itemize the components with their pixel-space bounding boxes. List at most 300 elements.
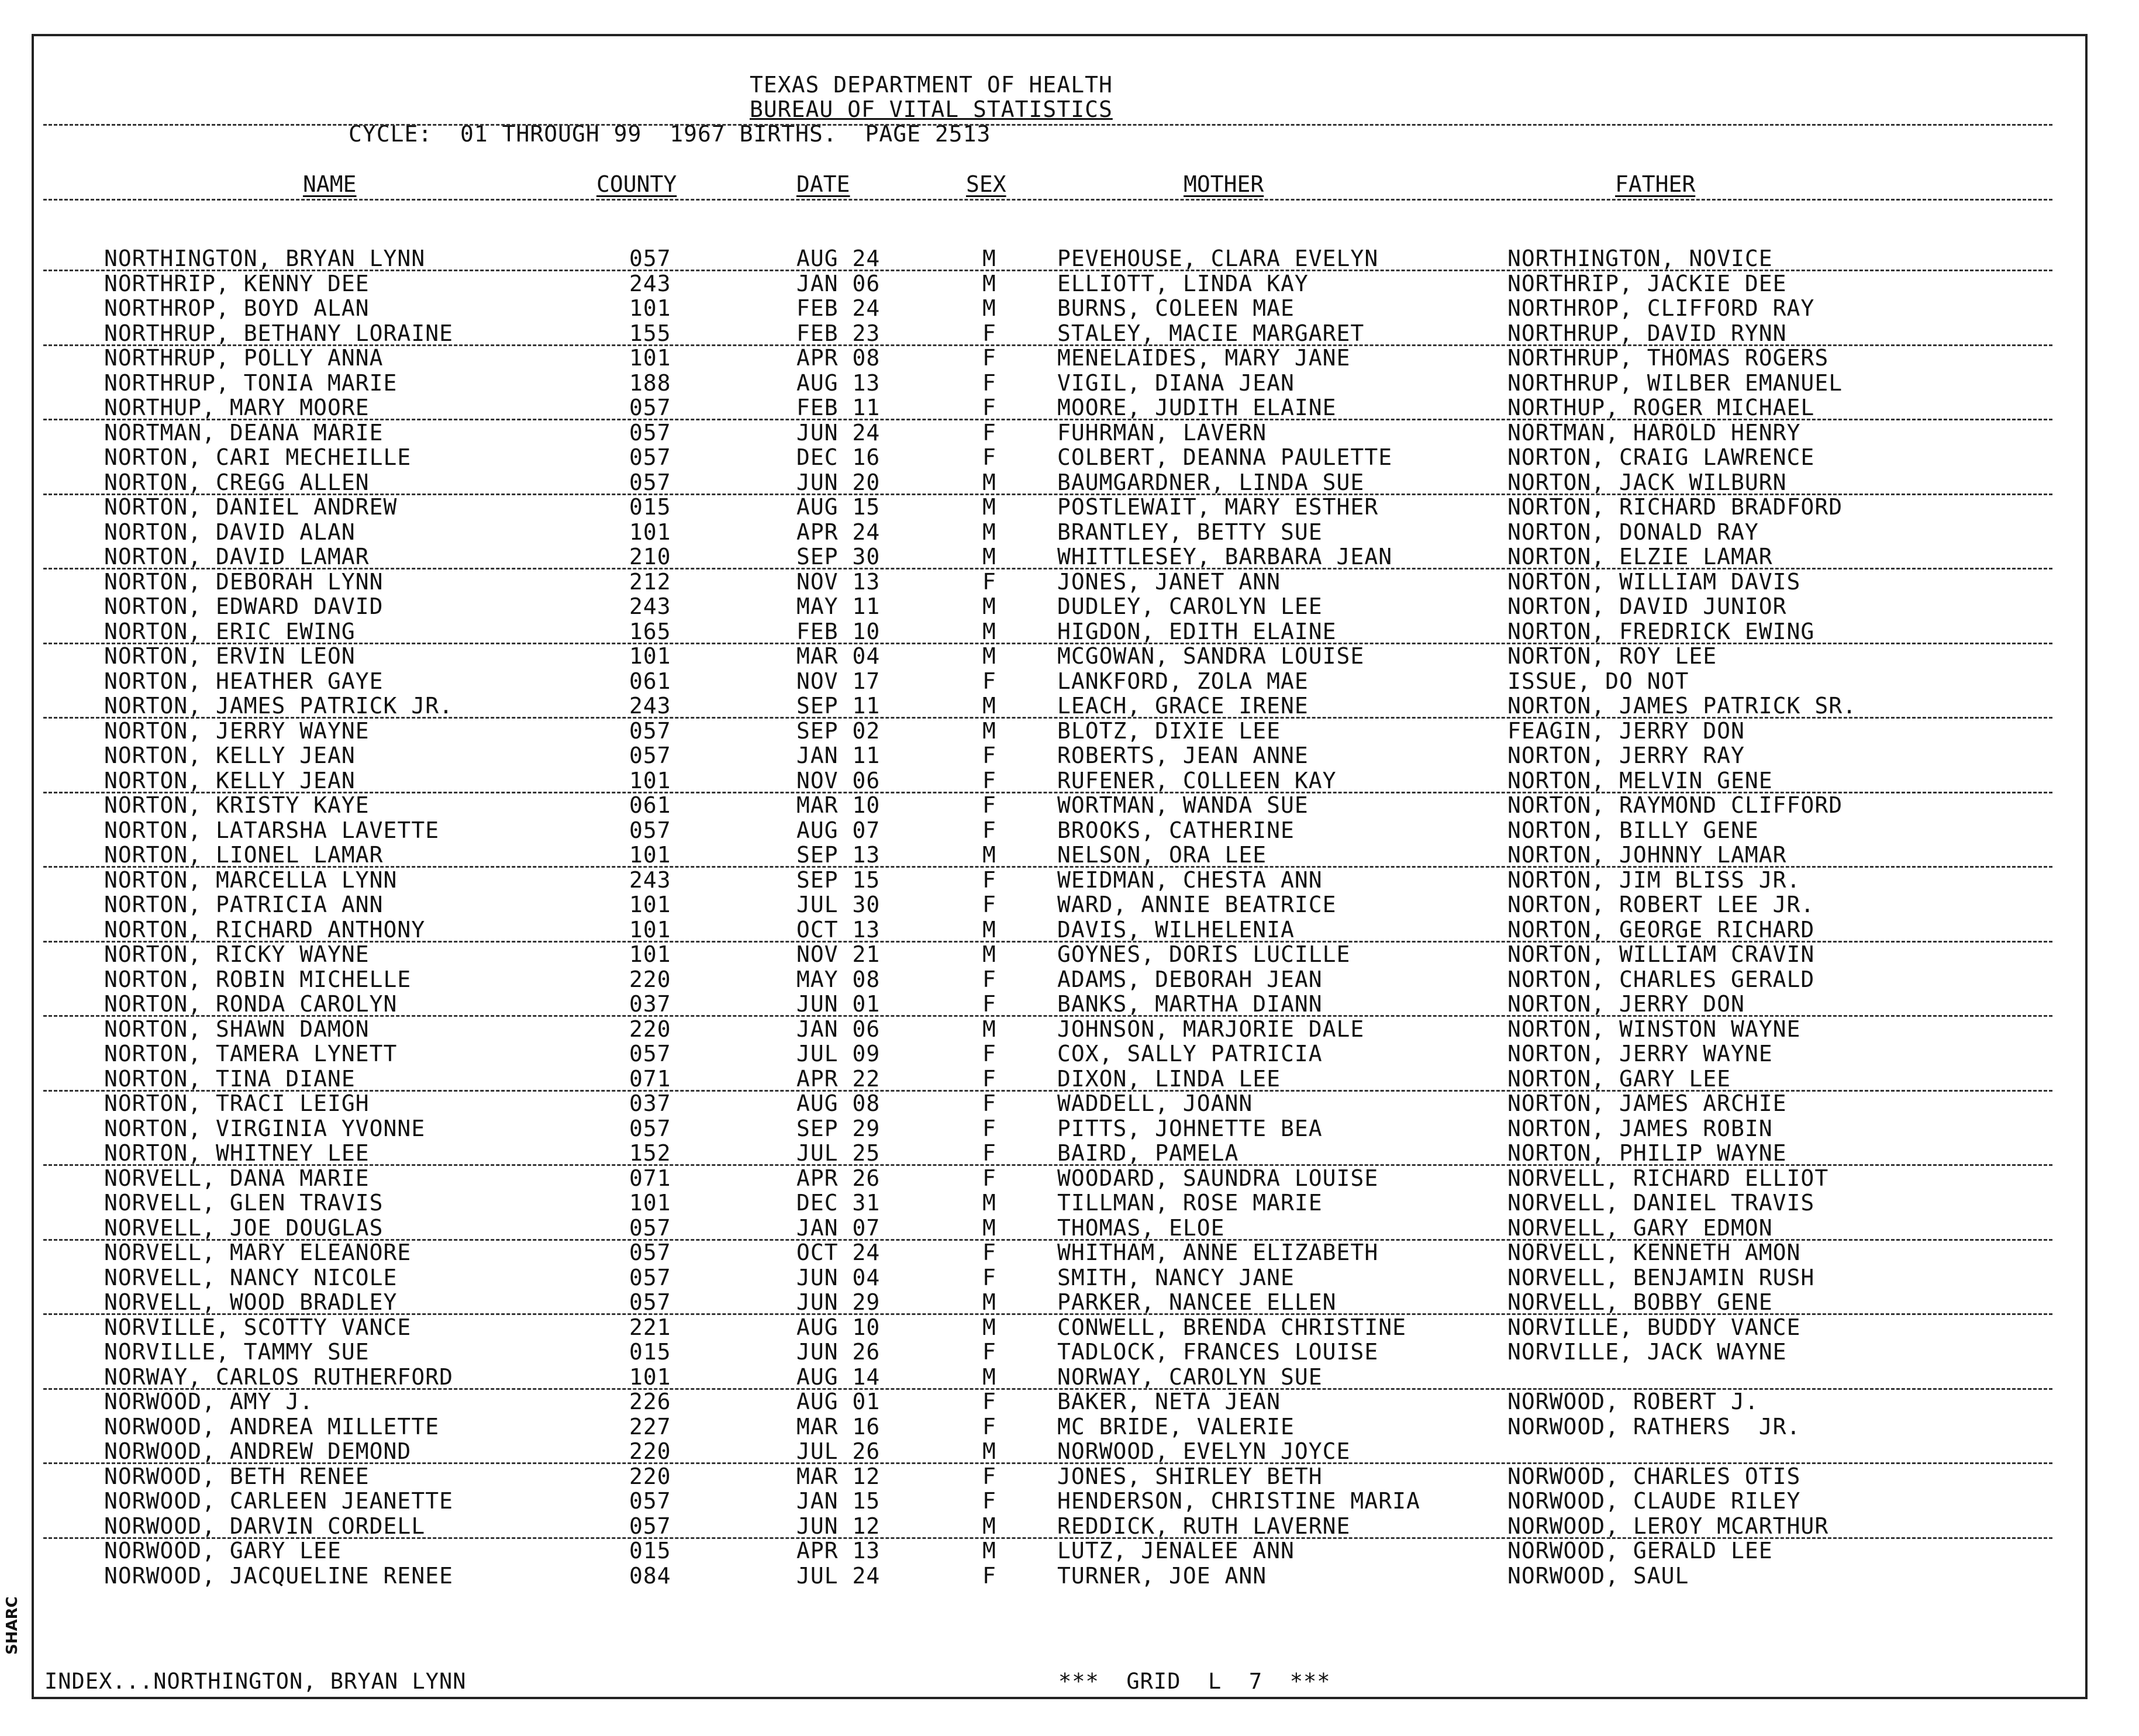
- cell-date: JUN 29: [796, 1289, 881, 1315]
- table-row: [0, 271, 2139, 296]
- table-row: [0, 1067, 2139, 1091]
- table-row: [0, 1216, 2139, 1240]
- table-row: [0, 1315, 2139, 1340]
- table-row: [0, 619, 2139, 644]
- table-row: [0, 1414, 2139, 1439]
- cell-sex: F: [982, 320, 996, 346]
- cell-sex: M: [982, 519, 996, 545]
- cell-father: NORVELL, BOBBY GENE: [1507, 1289, 1773, 1315]
- cell-sex: F: [982, 867, 996, 893]
- cell-sex: M: [982, 295, 996, 321]
- cell-date: AUG 15: [796, 494, 881, 520]
- cell-sex: M: [982, 1190, 996, 1216]
- cell-sex: M: [982, 1314, 996, 1340]
- cell-father: NORTON, WILLIAM CRAVIN: [1507, 941, 1815, 967]
- cell-father: NORTON, JERRY DON: [1507, 991, 1745, 1017]
- cell-mother: LANKFORD, ZOLA MAE: [1057, 668, 1309, 694]
- cell-county: 101: [629, 643, 671, 669]
- cell-date: JUN 26: [796, 1339, 881, 1365]
- cell-date: JAN 06: [796, 270, 881, 296]
- cell-date: JUL 26: [796, 1438, 881, 1464]
- cell-father: NORTON, WINSTON WAYNE: [1507, 1016, 1801, 1042]
- cell-father: NORTON, JAMES ROBIN: [1507, 1115, 1773, 1141]
- cell-sex: F: [982, 1165, 996, 1191]
- cell-father: NORTON, FREDRICK EWING: [1507, 618, 1815, 644]
- column-header-county: COUNTY: [596, 171, 677, 197]
- cell-county: 101: [629, 1364, 671, 1390]
- cell-sex: F: [982, 1065, 996, 1092]
- cell-date: MAY 08: [796, 966, 881, 992]
- cell-date: SEP 11: [796, 693, 881, 719]
- table-row: [0, 1116, 2139, 1141]
- cell-mother: LUTZ, JENALEE ANN: [1057, 1538, 1295, 1564]
- cell-date: SEP 30: [796, 544, 881, 570]
- cell-father: NORVILLE, BUDDY VANCE: [1507, 1314, 1801, 1340]
- table-row: [0, 843, 2139, 867]
- cell-mother: WEIDMAN, CHESTA ANN: [1057, 867, 1323, 893]
- cell-mother: BROOKS, CATHERINE: [1057, 817, 1295, 843]
- cell-father: NORTON, MELVIN GENE: [1507, 767, 1773, 793]
- column-header-name: NAME: [303, 171, 357, 197]
- cell-sex: F: [982, 1463, 996, 1489]
- cell-mother: THOMAS, ELOE: [1057, 1214, 1225, 1241]
- cell-father: NORTON, BILLY GENE: [1507, 817, 1759, 843]
- cell-mother: NORWAY, CAROLYN SUE: [1057, 1364, 1323, 1390]
- cell-date: APR 13: [796, 1538, 881, 1564]
- table-row: [0, 296, 2139, 320]
- cell-mother: GOYNES, DORIS LUCILLE: [1057, 941, 1351, 967]
- cell-sex: F: [982, 1240, 996, 1265]
- cell-county: 057: [629, 246, 671, 271]
- cell-name: NORWOOD, AMY J.: [104, 1389, 314, 1414]
- cell-date: AUG 24: [796, 246, 881, 271]
- cell-father: NORTON, CHARLES GERALD: [1507, 966, 1815, 992]
- cell-mother: WARD, ANNIE BEATRICE: [1057, 892, 1337, 917]
- cell-sex: F: [982, 1488, 996, 1514]
- cell-father: NORVELL, KENNETH AMON: [1507, 1240, 1801, 1265]
- table-row: [0, 1166, 2139, 1190]
- cell-name: NORTON, KELLY JEAN: [104, 743, 356, 768]
- cell-sex: F: [982, 568, 996, 595]
- cell-county: 057: [629, 395, 671, 420]
- cell-sex: F: [982, 668, 996, 694]
- cell-name: NORWOOD, ANDREA MILLETTE: [104, 1413, 440, 1440]
- cell-county: 220: [629, 1463, 671, 1489]
- table-row: [0, 1389, 2139, 1414]
- cell-sex: M: [982, 1214, 996, 1241]
- table-row: [0, 495, 2139, 519]
- cell-father: FEAGIN, JERRY DON: [1507, 717, 1745, 744]
- cell-name: NORVELL, GLEN TRAVIS: [104, 1190, 384, 1216]
- cell-county: 015: [629, 1538, 671, 1564]
- cell-sex: F: [982, 817, 996, 843]
- cell-date: JAN 15: [796, 1488, 881, 1514]
- table-row: [0, 445, 2139, 470]
- cell-county: 220: [629, 966, 671, 992]
- cell-father: NORWOOD, LEROY MCARTHUR: [1507, 1513, 1829, 1539]
- cell-date: MAR 16: [796, 1413, 881, 1440]
- cell-mother: LEACH, GRACE IRENE: [1057, 693, 1309, 719]
- cell-name: NORTON, EDWARD DAVID: [104, 593, 384, 619]
- cell-father: NORTHINGTON, NOVICE: [1507, 246, 1773, 271]
- cell-county: 101: [629, 295, 671, 321]
- cell-date: APR 26: [796, 1165, 881, 1191]
- column-header-mother: MOTHER: [1184, 171, 1264, 197]
- cell-father: NORTON, RAYMOND CLIFFORD: [1507, 792, 1843, 818]
- cell-mother: MC BRIDE, VALERIE: [1057, 1413, 1295, 1440]
- cell-name: NORTMAN, DEANA MARIE: [104, 419, 384, 446]
- cell-sex: F: [982, 444, 996, 470]
- cell-name: NORTON, CARI MECHEILLE: [104, 444, 412, 470]
- cell-date: AUG 07: [796, 817, 881, 843]
- cell-name: NORWAY, CARLOS RUTHERFORD: [104, 1364, 453, 1390]
- cell-date: OCT 24: [796, 1240, 881, 1265]
- cell-county: 037: [629, 1090, 671, 1116]
- cell-father: NORTON, JAMES ARCHIE: [1507, 1090, 1787, 1116]
- cell-name: NORTON, MARCELLA LYNN: [104, 867, 398, 893]
- table-row: [0, 420, 2139, 445]
- cell-father: NORTON, ELZIE LAMAR: [1507, 544, 1773, 570]
- cell-date: NOV 17: [796, 668, 881, 694]
- cell-sex: M: [982, 643, 996, 669]
- cell-name: NORTON, RICKY WAYNE: [104, 941, 370, 967]
- cell-county: 101: [629, 767, 671, 793]
- cell-name: NORWOOD, CARLEEN JEANETTE: [104, 1488, 453, 1514]
- cell-county: 057: [629, 419, 671, 446]
- table-row: [0, 967, 2139, 992]
- column-header-date: DATE: [796, 171, 850, 197]
- cell-county: 227: [629, 1413, 671, 1440]
- cell-county: 101: [629, 916, 671, 943]
- cell-county: 101: [629, 842, 671, 868]
- cell-father: NORTON, ROBERT LEE JR.: [1507, 892, 1815, 917]
- cell-father: NORTMAN, HAROLD HENRY: [1507, 419, 1801, 446]
- header-cycle: CYCLE: 01 THROUGH 99 1967 BIRTHS. PAGE 2513: [349, 121, 991, 147]
- cell-date: AUG 01: [796, 1389, 881, 1414]
- cell-mother: WOODARD, SAUNDRA LOUISE: [1057, 1165, 1379, 1191]
- table-row: [0, 346, 2139, 370]
- cell-mother: BAIRD, PAMELA: [1057, 1140, 1239, 1166]
- cell-father: NORTHROP, CLIFFORD RAY: [1507, 295, 1815, 321]
- header-subtitle: BUREAU OF VITAL STATISTICS: [750, 96, 1113, 122]
- cell-county: 243: [629, 593, 671, 619]
- footer-grid: *** GRID L 7 ***: [1058, 1669, 1331, 1694]
- cell-name: NORWOOD, JACQUELINE RENEE: [104, 1562, 453, 1589]
- cell-father: NORTON, GEORGE RICHARD: [1507, 916, 1815, 943]
- header-divider: [43, 124, 2052, 126]
- cell-sex: F: [982, 966, 996, 992]
- cell-father: NORTON, PHILIP WAYNE: [1507, 1140, 1787, 1166]
- cell-father: NORTON, GARY LEE: [1507, 1065, 1731, 1092]
- cell-sex: M: [982, 842, 996, 868]
- cell-sex: F: [982, 792, 996, 818]
- cell-sex: M: [982, 916, 996, 943]
- table-row: [0, 793, 2139, 817]
- cell-father: NORTON, WILLIAM DAVIS: [1507, 568, 1801, 595]
- cell-father: NORTON, RICHARD BRADFORD: [1507, 494, 1843, 520]
- table-row: [0, 1514, 2139, 1538]
- cell-mother: MOORE, JUDITH ELAINE: [1057, 395, 1337, 420]
- table-row: [0, 1564, 2139, 1588]
- cell-mother: ADAMS, DEBORAH JEAN: [1057, 966, 1323, 992]
- cell-date: JAN 06: [796, 1016, 881, 1042]
- cell-name: NORTON, KRISTY KAYE: [104, 792, 370, 818]
- table-row: [0, 1365, 2139, 1389]
- table-row: [0, 1141, 2139, 1165]
- cell-name: NORTON, WHITNEY LEE: [104, 1140, 370, 1166]
- cell-name: NORTHUP, MARY MOORE: [104, 395, 370, 420]
- table-row: [0, 1017, 2139, 1041]
- cell-date: APR 24: [796, 519, 881, 545]
- cell-county: 071: [629, 1065, 671, 1092]
- table-row: [0, 719, 2139, 743]
- cell-father: NORTON, JOHNNY LAMAR: [1507, 842, 1787, 868]
- cell-name: NORTON, ERIC EWING: [104, 618, 356, 644]
- table-row: [0, 644, 2139, 668]
- table-row: [0, 520, 2139, 544]
- cell-mother: WORTMAN, WANDA SUE: [1057, 792, 1309, 818]
- cell-name: NORTON, DAVID LAMAR: [104, 544, 370, 570]
- cell-father: NORWOOD, RATHERS JR.: [1507, 1413, 1801, 1440]
- cell-name: NORTON, VIRGINIA YVONNE: [104, 1115, 426, 1141]
- cell-name: NORTON, DAVID ALAN: [104, 519, 356, 545]
- cell-father: NORTON, JAMES PATRICK SR.: [1507, 693, 1857, 719]
- cell-mother: FUHRMAN, LAVERN: [1057, 419, 1267, 446]
- cell-sex: M: [982, 544, 996, 570]
- cell-county: 057: [629, 1488, 671, 1514]
- cell-county: 220: [629, 1016, 671, 1042]
- cell-date: JUN 04: [796, 1264, 881, 1290]
- cell-father: NORTHUP, ROGER MICHAEL: [1507, 395, 1815, 420]
- cell-date: JAN 11: [796, 743, 881, 768]
- cell-mother: BAUMGARDNER, LINDA SUE: [1057, 469, 1365, 495]
- cell-name: NORTON, DEBORAH LYNN: [104, 568, 384, 595]
- cell-name: NORVILLE, TAMMY SUE: [104, 1339, 370, 1365]
- cell-mother: BAKER, NETA JEAN: [1057, 1389, 1281, 1414]
- table-row: [0, 942, 2139, 967]
- cell-county: 057: [629, 717, 671, 744]
- table-row: [0, 1464, 2139, 1489]
- cell-name: NORTON, HEATHER GAYE: [104, 668, 384, 694]
- cell-county: 084: [629, 1562, 671, 1589]
- cell-county: 243: [629, 693, 671, 719]
- table-row: [0, 917, 2139, 942]
- cell-mother: WHITHAM, ANNE ELIZABETH: [1057, 1240, 1379, 1265]
- side-label: SHARC: [4, 1596, 21, 1655]
- cell-county: 061: [629, 792, 671, 818]
- cell-date: MAR 04: [796, 643, 881, 669]
- cell-sex: F: [982, 1140, 996, 1166]
- cell-county: 015: [629, 494, 671, 520]
- cell-county: 057: [629, 1264, 671, 1290]
- table-row: [0, 470, 2139, 495]
- table-row: [0, 246, 2139, 271]
- cell-date: JUN 24: [796, 419, 881, 446]
- cell-mother: DUDLEY, CAROLYN LEE: [1057, 593, 1323, 619]
- cell-county: 057: [629, 743, 671, 768]
- cell-sex: F: [982, 1041, 996, 1067]
- cell-date: JUL 24: [796, 1562, 881, 1589]
- cell-date: SEP 02: [796, 717, 881, 744]
- cell-date: DEC 31: [796, 1190, 881, 1216]
- table-row: [0, 669, 2139, 693]
- cell-father: NORVELL, BENJAMIN RUSH: [1507, 1264, 1815, 1290]
- cell-sex: M: [982, 693, 996, 719]
- cell-father: NORWOOD, SAUL: [1507, 1562, 1689, 1589]
- cell-name: NORWOOD, BETH RENEE: [104, 1463, 370, 1489]
- table-row: [0, 1091, 2139, 1116]
- cell-name: NORWOOD, GARY LEE: [104, 1538, 341, 1564]
- cell-sex: F: [982, 345, 996, 371]
- cell-mother: BLOTZ, DIXIE LEE: [1057, 717, 1281, 744]
- cell-mother: TADLOCK, FRANCES LOUISE: [1057, 1339, 1379, 1365]
- cell-county: 071: [629, 1165, 671, 1191]
- cell-sex: F: [982, 419, 996, 446]
- table-row: [0, 1041, 2139, 1066]
- cell-name: NORVELL, DANA MARIE: [104, 1165, 370, 1191]
- cell-county: 101: [629, 519, 671, 545]
- cell-date: NOV 13: [796, 568, 881, 595]
- cell-mother: JONES, JANET ANN: [1057, 568, 1281, 595]
- cell-name: NORTHINGTON, BRYAN LYNN: [104, 246, 426, 271]
- cell-father: NORTON, DAVID JUNIOR: [1507, 593, 1787, 619]
- cell-name: NORTHRUP, BETHANY LORAINE: [104, 320, 453, 346]
- cell-mother: POSTLEWAIT, MARY ESTHER: [1057, 494, 1379, 520]
- cell-sex: F: [982, 743, 996, 768]
- cell-mother: JOHNSON, MARJORIE DALE: [1057, 1016, 1365, 1042]
- cell-mother: HENDERSON, CHRISTINE MARIA: [1057, 1488, 1420, 1514]
- cell-sex: F: [982, 395, 996, 420]
- cell-date: FEB 10: [796, 618, 881, 644]
- cell-mother: RUFENER, COLLEEN KAY: [1057, 767, 1337, 793]
- cell-father: NORTHRUP, WILBER EMANUEL: [1507, 370, 1843, 396]
- cell-name: NORTON, ERVIN LEON: [104, 643, 356, 669]
- cell-father: NORWOOD, CLAUDE RILEY: [1507, 1488, 1801, 1514]
- cell-father: NORTON, JERRY WAYNE: [1507, 1041, 1773, 1067]
- cell-date: AUG 08: [796, 1090, 881, 1116]
- cell-date: AUG 10: [796, 1314, 881, 1340]
- cell-date: JUL 30: [796, 892, 881, 917]
- cell-sex: M: [982, 1016, 996, 1042]
- cell-name: NORTON, TINA DIANE: [104, 1065, 356, 1092]
- cell-county: 155: [629, 320, 671, 346]
- cell-name: NORTON, CREGG ALLEN: [104, 469, 370, 495]
- cell-mother: NELSON, ORA LEE: [1057, 842, 1267, 868]
- cell-mother: MENELAIDES, MARY JANE: [1057, 345, 1351, 371]
- table-row: [0, 1538, 2139, 1563]
- cell-date: DEC 16: [796, 444, 881, 470]
- cell-sex: F: [982, 767, 996, 793]
- cell-father: NORVELL, DANIEL TRAVIS: [1507, 1190, 1815, 1216]
- cell-sex: F: [982, 1339, 996, 1365]
- cell-name: NORTON, TAMERA LYNETT: [104, 1041, 398, 1067]
- cell-sex: M: [982, 1538, 996, 1564]
- cell-date: AUG 13: [796, 370, 881, 396]
- table-row: [0, 1265, 2139, 1290]
- cell-mother: DAVIS, WILHELENIA: [1057, 916, 1295, 943]
- cell-mother: TURNER, JOE ANN: [1057, 1562, 1267, 1589]
- cell-father: NORWOOD, GERALD LEE: [1507, 1538, 1773, 1564]
- column-header-father: FATHER: [1615, 171, 1696, 197]
- cell-sex: M: [982, 618, 996, 644]
- table-row: [0, 594, 2139, 619]
- cell-mother: BURNS, COLEEN MAE: [1057, 295, 1295, 321]
- cell-mother: MCGOWAN, SANDRA LOUISE: [1057, 643, 1365, 669]
- cell-name: NORVELL, WOOD BRADLEY: [104, 1289, 398, 1315]
- cell-county: 037: [629, 991, 671, 1017]
- table-row: [0, 1290, 2139, 1314]
- cell-sex: F: [982, 1115, 996, 1141]
- table-row: [0, 570, 2139, 594]
- cell-county: 243: [629, 867, 671, 893]
- cell-father: NORTHRUP, DAVID RYNN: [1507, 320, 1787, 346]
- cell-name: NORTHROP, BOYD ALAN: [104, 295, 370, 321]
- cell-mother: ROBERTS, JEAN ANNE: [1057, 743, 1309, 768]
- cell-father: NORVELL, RICHARD ELLIOT: [1507, 1165, 1829, 1191]
- cell-sex: F: [982, 1562, 996, 1589]
- cell-county: 057: [629, 1041, 671, 1067]
- table-row: [0, 1439, 2139, 1464]
- cell-county: 101: [629, 1190, 671, 1216]
- cell-county: 152: [629, 1140, 671, 1166]
- table-row: [0, 818, 2139, 843]
- cell-mother: COX, SALLY PATRICIA: [1057, 1041, 1323, 1067]
- cell-county: 220: [629, 1438, 671, 1464]
- table-row: [0, 544, 2139, 569]
- cell-name: NORTHRUP, TONIA MARIE: [104, 370, 398, 396]
- cell-father: NORTON, ROY LEE: [1507, 643, 1717, 669]
- cell-name: NORTON, DANIEL ANDREW: [104, 494, 398, 520]
- cell-mother: ELLIOTT, LINDA KAY: [1057, 270, 1309, 296]
- cell-name: NORTON, LIONEL LAMAR: [104, 842, 384, 868]
- cell-county: 057: [629, 817, 671, 843]
- cell-date: MAR 12: [796, 1463, 881, 1489]
- cell-county: 165: [629, 618, 671, 644]
- cell-county: 101: [629, 345, 671, 371]
- cell-date: JUN 01: [796, 991, 881, 1017]
- cell-name: NORTON, RICHARD ANTHONY: [104, 916, 426, 943]
- cell-sex: M: [982, 1438, 996, 1464]
- cell-county: 212: [629, 568, 671, 595]
- cell-date: FEB 24: [796, 295, 881, 321]
- cell-name: NORWOOD, ANDREW DEMOND: [104, 1438, 412, 1464]
- cell-sex: M: [982, 246, 996, 271]
- cell-father: NORTON, DONALD RAY: [1507, 519, 1759, 545]
- cell-name: NORTON, LATARSHA LAVETTE: [104, 817, 440, 843]
- table-row: [0, 1240, 2139, 1265]
- cell-date: SEP 15: [796, 867, 881, 893]
- cell-sex: M: [982, 717, 996, 744]
- cell-sex: F: [982, 991, 996, 1017]
- cell-county: 221: [629, 1314, 671, 1340]
- cell-mother: WADDELL, JOANN: [1057, 1090, 1253, 1116]
- cell-mother: REDDICK, RUTH LAVERNE: [1057, 1513, 1351, 1539]
- cell-mother: WHITTLESEY, BARBARA JEAN: [1057, 544, 1393, 570]
- cell-name: NORTON, ROBIN MICHELLE: [104, 966, 412, 992]
- cell-mother: PARKER, NANCEE ELLEN: [1057, 1289, 1337, 1315]
- header-title: TEXAS DEPARTMENT OF HEALTH: [750, 72, 1113, 98]
- cell-sex: M: [982, 270, 996, 296]
- cell-father: NORTON, JACK WILBURN: [1507, 469, 1787, 495]
- cell-sex: M: [982, 469, 996, 495]
- table-row: [0, 892, 2139, 917]
- cell-date: AUG 14: [796, 1364, 881, 1390]
- cell-mother: PEVEHOUSE, CLARA EVELYN: [1057, 246, 1379, 271]
- table-row: [0, 321, 2139, 346]
- table-row: [0, 395, 2139, 420]
- cell-name: NORTON, RONDA CAROLYN: [104, 991, 398, 1017]
- column-header-divider: [43, 199, 2052, 201]
